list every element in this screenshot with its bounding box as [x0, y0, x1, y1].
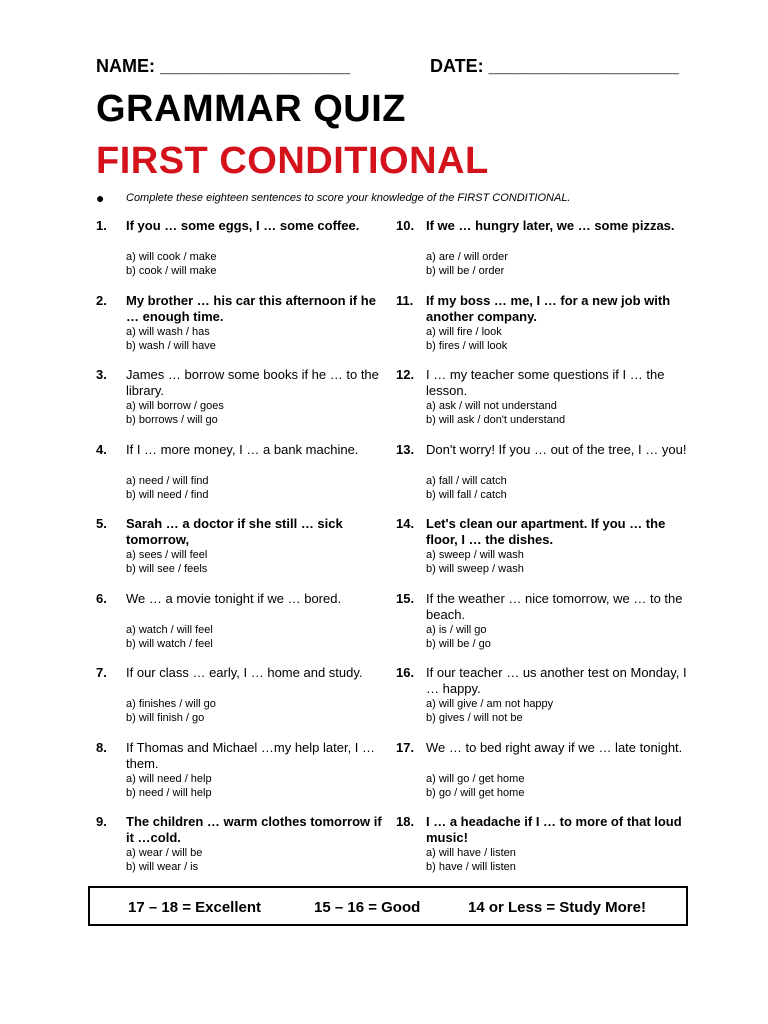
option-b[interactable]: b) go / will get home: [426, 786, 525, 799]
question-6: [96, 591, 386, 666]
question-number: 16.: [396, 665, 415, 680]
option-b[interactable]: b) will finish / go: [126, 712, 205, 724]
question-text: Don't worry! If you … out of the tree, I … you!: [426, 441, 687, 457]
question-18: [396, 814, 686, 889]
option-a[interactable]: a) need / will find: [126, 474, 209, 487]
option-b[interactable]: b) will sweep / wash: [426, 563, 524, 575]
page-subtitle: FIRST CONDITIONAL: [96, 140, 489, 182]
option-b[interactable]: b) will need / find: [126, 488, 209, 501]
option-b[interactable]: b) will see / feels: [126, 563, 208, 575]
question-number: 11.: [396, 292, 414, 308]
options: [126, 325, 216, 353]
option-a[interactable]: a) sweep / will wash: [426, 549, 524, 561]
question-15: [396, 591, 686, 666]
option-b[interactable]: b) fires / will look: [426, 339, 508, 352]
option-a[interactable]: a) ask / will not understand: [426, 400, 557, 412]
options: [426, 846, 516, 874]
options: [126, 846, 202, 874]
question-number: 6.: [96, 590, 107, 606]
option-b[interactable]: b) will fall / catch: [426, 488, 507, 501]
question-13: [396, 442, 686, 517]
question-text: James … borrow some books if he … to the library.: [126, 367, 379, 398]
option-a[interactable]: a) will cook / make: [126, 251, 217, 263]
option-a[interactable]: a) will wash / has: [126, 325, 210, 338]
question-text: If Thomas and Michael …my help later, I … them.: [126, 739, 376, 771]
option-a[interactable]: a) are / will order: [426, 251, 508, 263]
question-9: [96, 814, 386, 889]
options: [426, 250, 508, 278]
option-a[interactable]: a) fall / will catch: [426, 474, 507, 487]
question-text: Sarah … a doctor if she still … sick tomorrow,: [126, 516, 343, 547]
bullet-icon: ●: [96, 190, 105, 206]
option-a[interactable]: a) finishes / will go: [126, 698, 216, 710]
question-number: 3.: [96, 367, 107, 382]
question-number: 8.: [96, 739, 107, 755]
options: [126, 623, 213, 651]
options: [126, 250, 216, 278]
options: [126, 474, 209, 502]
options: [126, 697, 216, 725]
question-number: 5.: [96, 516, 107, 531]
date-field[interactable]: DATE: ___________________: [430, 56, 679, 76]
options: [126, 399, 224, 427]
question-text: My brother … his car this afternoon if he … enough time.: [126, 292, 376, 324]
page-title: GRAMMAR QUIZ: [96, 88, 406, 130]
option-a[interactable]: a) will fire / look: [426, 325, 502, 338]
question-5: [96, 516, 386, 591]
score-good: 15 – 16 = Good: [314, 899, 421, 916]
option-b[interactable]: b) have / will listen: [426, 861, 516, 873]
option-b[interactable]: b) gives / will not be: [426, 712, 523, 724]
option-b[interactable]: b) wash / will have: [126, 339, 216, 352]
question-text: I … my teacher some questions if I … the lesson.: [426, 367, 665, 398]
question-number: 14.: [396, 516, 415, 531]
question-text: I … a headache if I … to more of that loud music!: [426, 814, 682, 845]
question-number: 1.: [96, 218, 107, 233]
options: [426, 399, 565, 427]
question-text: If the weather … nice tomorrow, we … to the beach.: [426, 590, 683, 622]
option-a[interactable]: a) sees / will feel: [126, 549, 208, 561]
option-b[interactable]: b) need / will help: [126, 786, 212, 799]
question-number: 13.: [396, 441, 415, 457]
question-number: 12.: [396, 367, 415, 382]
question-column-right: [396, 218, 686, 889]
question-number: 15.: [396, 590, 415, 606]
option-a[interactable]: a) will need / help: [126, 772, 212, 785]
options: [426, 325, 507, 353]
question-16: [396, 665, 686, 740]
question-text: The children … warm clothes tomorrow if it …cold.: [126, 814, 382, 845]
question-text: If I … more money, I … a bank machine.: [126, 441, 359, 457]
option-b[interactable]: b) borrows / will go: [126, 414, 218, 426]
option-b[interactable]: b) will ask / don't understand: [426, 414, 566, 426]
option-a[interactable]: a) will have / listen: [426, 847, 516, 859]
question-10: [396, 218, 686, 293]
options: [426, 772, 524, 800]
instructions-text: Complete these eighteen sentences to score your knowledge of the FIRST CONDITIONAL.: [126, 192, 571, 204]
question-4: [96, 442, 386, 517]
question-14: [396, 516, 686, 591]
options: [126, 548, 207, 576]
option-b[interactable]: b) will watch / feel: [126, 637, 213, 650]
option-a[interactable]: a) will borrow / goes: [126, 400, 224, 412]
option-a[interactable]: a) will go / get home: [426, 772, 525, 785]
question-number: 7.: [96, 665, 107, 680]
question-number: 10.: [396, 218, 415, 233]
question-3: [96, 367, 386, 442]
options: [426, 548, 524, 576]
option-b[interactable]: b) will wear / is: [126, 861, 199, 873]
question-2: [96, 293, 386, 368]
option-b[interactable]: b) cook / will make: [126, 265, 217, 277]
question-number: 2.: [96, 292, 107, 308]
option-a[interactable]: a) wear / will be: [126, 847, 203, 859]
score-excellent: 17 – 18 = Excellent: [128, 899, 262, 916]
option-a[interactable]: a) watch / will feel: [126, 623, 213, 636]
question-text: If we … hungry later, we … some pizzas.: [426, 218, 675, 233]
question-text: If our class … early, I … home and study.: [126, 665, 363, 680]
name-field[interactable]: NAME: ___________________: [96, 56, 351, 76]
options: [126, 772, 212, 800]
option-a[interactable]: a) will give / am not happy: [426, 698, 554, 710]
question-text: If my boss … me, I … for a new job with another company.: [426, 292, 671, 324]
question-11: [396, 293, 686, 368]
question-text: We … to bed right away if we … late tonight.: [426, 739, 683, 755]
question-12: [396, 367, 686, 442]
question-number: 9.: [96, 814, 107, 829]
question-text: Let's clean our apartment. If you … the floor, I … the dishes.: [426, 516, 666, 547]
header: [96, 56, 696, 86]
score-study-more: 14 or Less = Study More!: [468, 899, 646, 916]
question-7: [96, 665, 386, 740]
question-number: 4.: [96, 441, 107, 457]
question-number: 18.: [396, 814, 415, 829]
question-text: We … a movie tonight if we … bored.: [126, 590, 342, 606]
options: [426, 474, 507, 502]
options: [426, 623, 491, 651]
options: [426, 697, 553, 725]
question-text: If you … some eggs, I … some coffee.: [126, 218, 360, 233]
option-b[interactable]: b) will be / order: [426, 265, 505, 277]
question-8: [96, 740, 386, 815]
question-column-left: [96, 218, 386, 889]
option-b[interactable]: b) will be / go: [426, 637, 491, 650]
question-1: [96, 218, 386, 293]
option-a[interactable]: a) is / will go: [426, 623, 487, 636]
question-text: If our teacher … us another test on Monday, I … happy.: [426, 665, 687, 696]
scoring-box: [88, 886, 688, 926]
question-17: [396, 740, 686, 815]
question-number: 17.: [396, 739, 415, 755]
